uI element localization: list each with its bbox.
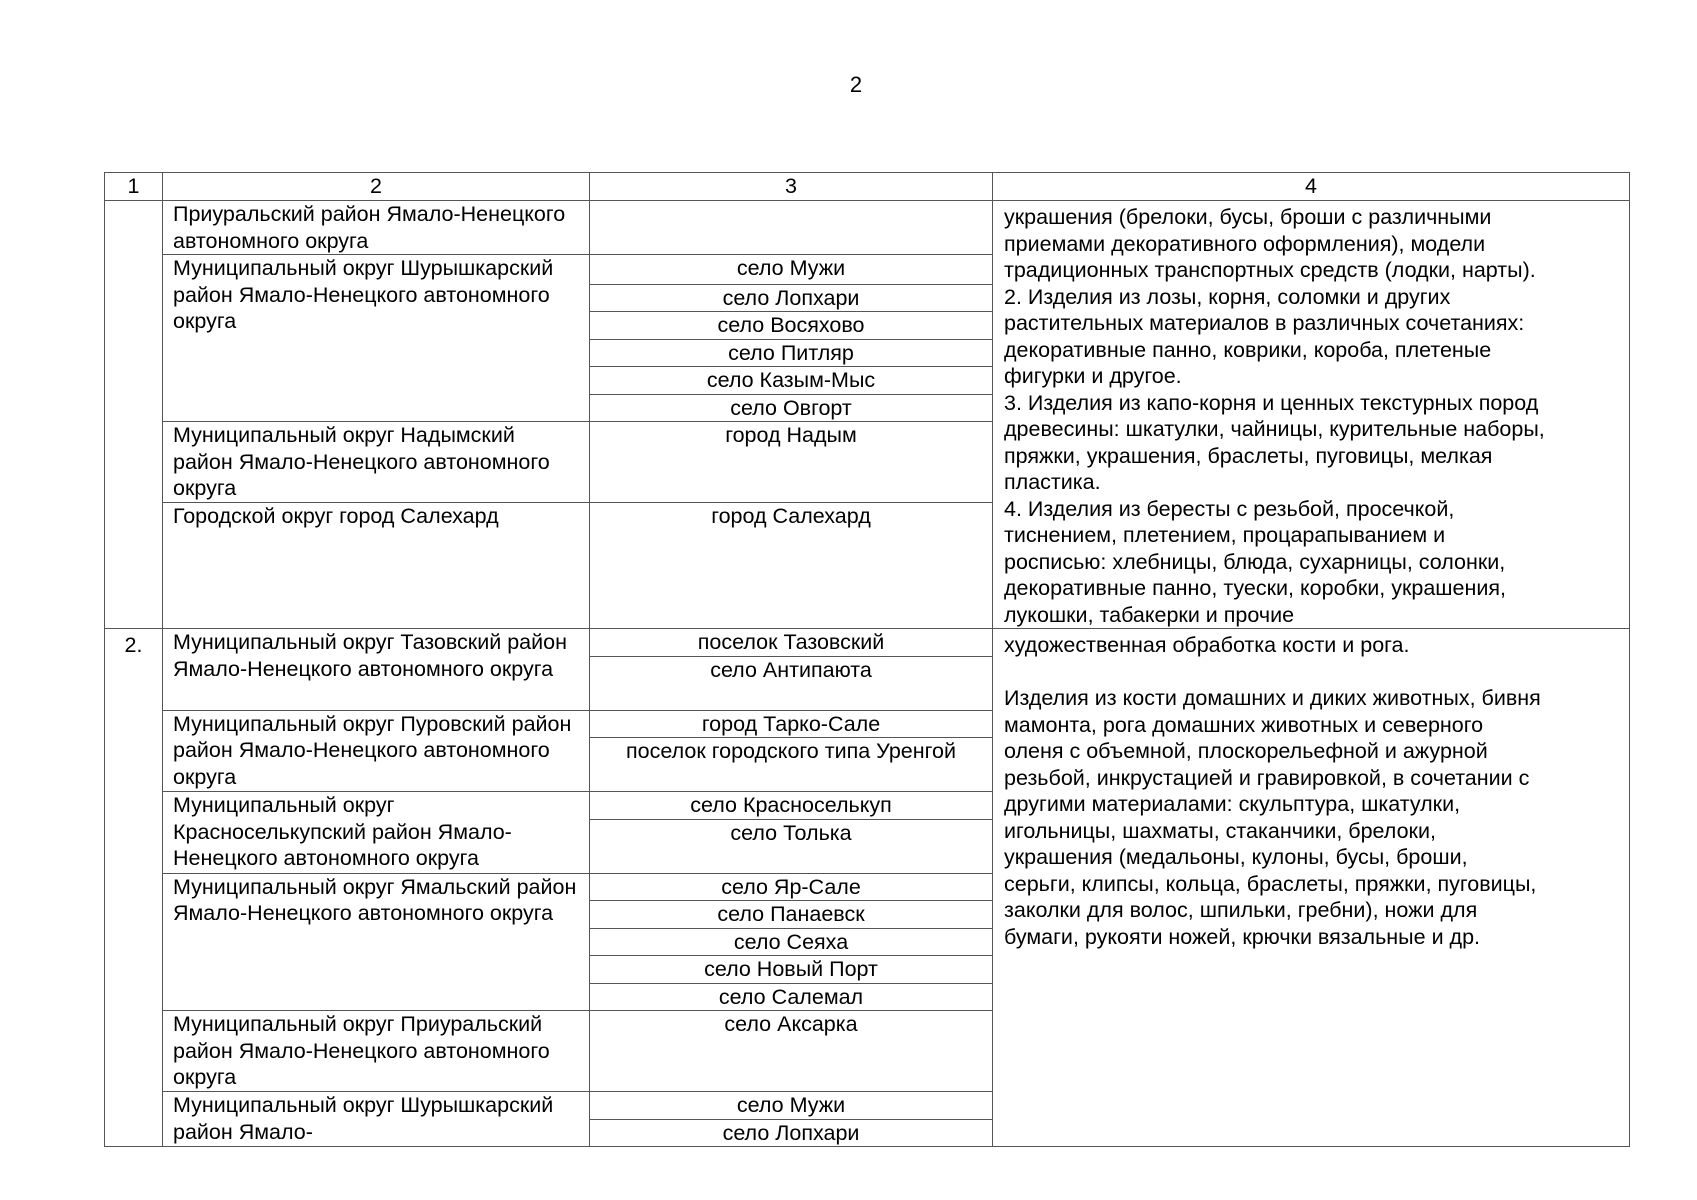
description-line: мамонта, рога домашних животных и северного (1004, 712, 1484, 737)
settlement-cell: село Толька (590, 819, 993, 873)
settlement-cell: село Лопхари (590, 284, 993, 312)
description-line: резьбой, инкрустацией и гравировкой, в сочетании с (1004, 765, 1530, 790)
district-cell: Муниципальный округ Красноселькупский район Ямало-Ненецкого автономного округа (163, 792, 590, 874)
settlement-cell: город Салехард (590, 503, 993, 629)
crafts-description-2 (993, 629, 1630, 1147)
settlement-cell: село Казым-Мыс (590, 367, 993, 395)
settlement-cell: поселок Тазовский (590, 629, 993, 657)
settlement-cell: город Надым (590, 422, 993, 503)
settlement-cell: село Мужи (590, 255, 993, 285)
header-cell: 3 (590, 173, 993, 201)
district-cell: Муниципальный округ Надымский район Ямало-Ненецкого автономного округа (163, 422, 590, 503)
settlement-cell: село Новый Порт (590, 956, 993, 984)
description-line: декоративные панно, туески, коробки, украшения, (1004, 576, 1506, 600)
settlement-cell: село Аксарка (590, 1011, 993, 1092)
crafts-table (104, 172, 1630, 1147)
settlement-cell: село Мужи (590, 1092, 993, 1120)
description-title: художественная обработка кости и рога. (1004, 633, 1410, 657)
description-line: 3. Изделия из капо-корня и ценных текстурных пород (1004, 390, 1539, 415)
description-line: 2. Изделия из лозы, корня, соломки и других (1004, 284, 1451, 309)
header-cell: 1 (105, 173, 163, 201)
row-number (105, 201, 163, 629)
description-line: растительных материалов в различных сочетаниях: (1004, 311, 1525, 335)
district-cell: Муниципальный округ Приуральский район Ямало-Ненецкого автономного округа (163, 1011, 590, 1092)
description-line: оленя с объемной, плоскорельефной и ажурной (1004, 739, 1488, 763)
district-cell: Городской округ город Салехард (163, 503, 590, 629)
description-line: приемами декоративного оформления), модели (1004, 231, 1486, 256)
table-row (105, 629, 1630, 657)
settlement-cell: село Салемал (590, 983, 993, 1011)
description-line: декоративные панно, коврики, короба, плетеные (1004, 337, 1492, 362)
description-line: Изделия из кости домашних и диких животных, бивня (1004, 686, 1541, 710)
description-line: традиционных транспортных средств (лодки, нарты). (1004, 258, 1536, 282)
settlement-cell: село Сеяха (590, 928, 993, 956)
description-line: тиснением, плетением, процарапыванием и (1004, 523, 1446, 547)
crafts-description-1 (993, 201, 1630, 629)
description-line: украшения (медальоны, кулоны, бусы, броши, (1004, 845, 1468, 869)
district-cell: Муниципальный округ Тазовский район Ямало-Ненецкого автономного округа (163, 629, 590, 711)
district-cell: Приуральский район Ямало-Ненецкого автономного округа (163, 201, 590, 255)
settlement-cell: село Восяхово (590, 312, 993, 340)
district-cell: Муниципальный округ Ямальский район Ямало-Ненецкого автономного округа (163, 873, 590, 1011)
description-line: фигурки и другое. (1004, 364, 1182, 388)
settlement-cell: село Лопхари (590, 1119, 993, 1147)
settlement-cell (590, 201, 993, 255)
blank-line (1004, 659, 1619, 686)
description-line: серьги, клипсы, кольца, браслеты, пряжки, пуговицы, (1004, 871, 1537, 896)
settlement-cell: село Красноселькуп (590, 792, 993, 820)
description-line: древесины: шкатулки, чайницы, курительные наборы, (1004, 417, 1545, 441)
table-row (105, 201, 1630, 255)
description-line: бумаги, рукояти ножей, крючки вязальные и др. (1004, 924, 1481, 949)
description-line: росписью: хлебницы, блюда, сухарницы, солонки, (1004, 549, 1506, 574)
settlement-cell: село Панаевск (590, 901, 993, 929)
description-line: пряжки, украшения, браслеты, пуговицы, мелкая (1004, 443, 1493, 468)
description-line: заколки для волос, шпильки, гребни), ножи для (1004, 898, 1478, 922)
description-line: игольницы, шахматы, стаканчики, брелоки, (1004, 818, 1436, 843)
table-header-row (105, 173, 1630, 201)
description-line: пластика. (1004, 470, 1101, 494)
description-line: 4. Изделия из бересты с резьбой, просечкой, (1004, 496, 1455, 521)
district-cell: Муниципальный округ Шурышкарский район Ямало-Ненецкого автономного округа (163, 255, 590, 422)
page-number: 2 (849, 72, 863, 97)
district-cell: Муниципальный округ Пуровский район район Ямало-Ненецкого автономного округа (163, 710, 590, 792)
district-cell: Муниципальный округ Шурышкарский район Ямало- (163, 1092, 590, 1147)
description-line: украшения (брелоки, бусы, броши с различными (1004, 205, 1492, 229)
settlement-cell: село Овгорт (590, 394, 993, 422)
settlement-cell: село Питляр (590, 339, 993, 367)
header-cell: 4 (993, 173, 1630, 201)
settlement-cell: село Антипаюта (590, 656, 993, 710)
settlement-cell: село Яр-Сале (590, 873, 993, 901)
row-number: 2. (105, 629, 163, 1147)
description-line: лукошки, табакерки и прочие (1004, 602, 1295, 627)
description-line: другими материалами: скульптура, шкатулки, (1004, 792, 1461, 816)
settlement-cell: поселок городского типа Уренгой (590, 738, 993, 792)
settlement-cell: город Тарко-Сале (590, 710, 993, 738)
header-cell: 2 (163, 173, 590, 201)
